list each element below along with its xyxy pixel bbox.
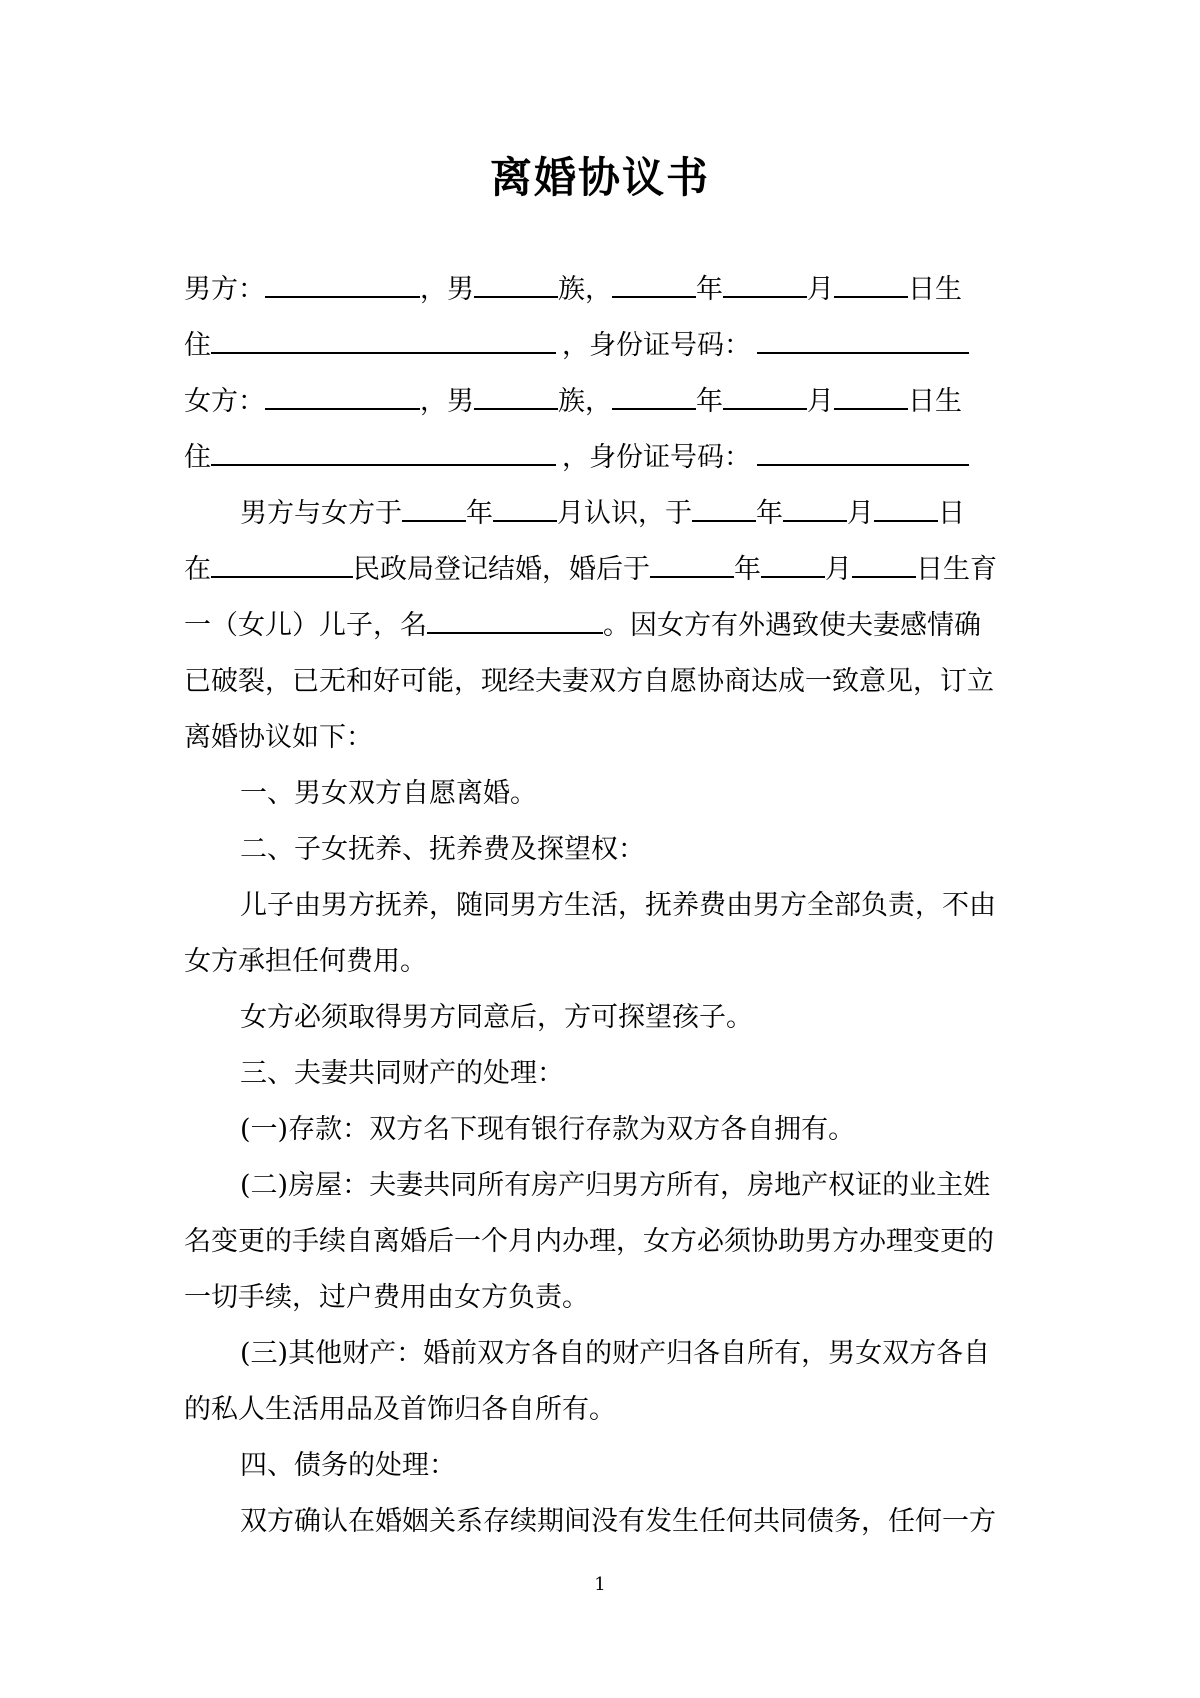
meet-month-blank[interactable] [493, 490, 557, 522]
clause-4-heading: 四、债务的处理： [240, 1450, 456, 1481]
intro-line-1 [240, 486, 965, 542]
clause-3-2-line-2: 名变更的手续自离婚后一个月内办理，女方必须协助男方办理变更的 [184, 1226, 994, 1257]
man-year-text: 年 [696, 274, 723, 305]
clause-2-text-1: 儿子由男方抚养，随同男方生活，抚养费由男方全部负责，不由 [240, 890, 996, 921]
woman-address-label: 住 [184, 442, 211, 473]
intro-line-4: 已破裂，已无和好可能，现经夫妻双方自愿协商达成一致意见，订立 [184, 666, 994, 697]
intro-text: 月认识，于 [557, 498, 692, 529]
clause-2-text-3: 女方必须取得男方同意后，方可探望孩子。 [240, 1002, 753, 1033]
birth-day-blank[interactable] [852, 546, 916, 578]
woman-address-blank[interactable] [211, 434, 556, 466]
man-day-text: 日生 [908, 274, 962, 305]
man-address-label: 住 [184, 330, 211, 361]
woman-gender-text: ，男 [420, 386, 474, 417]
clause-3-3-line-1: (三)其他财产：婚前双方各自的财产归各自所有，男女双方各自 [240, 1338, 991, 1369]
woman-id-label: ，身份证号码： [562, 442, 751, 473]
intro-text: 月 [825, 554, 852, 585]
intro-text: 。因女方有外遇致使夫妻感情确 [603, 610, 981, 641]
clause-3-3-line-2: 的私人生活用品及首饰归各自所有。 [184, 1394, 616, 1425]
man-ethnicity-text: 族， [558, 274, 612, 305]
intro-line-2 [184, 542, 997, 598]
clause-4-text-1: 双方确认在婚姻关系存续期间没有发生任何共同债务，任何一方 [240, 1506, 996, 1537]
clause-2-text-2: 女方承担任何费用。 [184, 946, 427, 977]
clause-3-2-line-3: 一切手续，过户费用由女方负责。 [184, 1282, 589, 1313]
woman-name-blank[interactable] [265, 378, 420, 410]
intro-line-5: 离婚协议如下： [184, 722, 373, 753]
man-label: 男方： [184, 274, 265, 305]
man-ethnicity-blank[interactable] [474, 266, 558, 298]
marry-month-blank[interactable] [783, 490, 847, 522]
page-number: 1 [594, 1574, 606, 1595]
man-id-blank[interactable] [757, 322, 969, 354]
clause-1: 一、男女双方自愿离婚。 [240, 778, 537, 809]
intro-text: 一（女儿）儿子，名 [184, 610, 427, 641]
intro-text: 男方与女方于 [240, 498, 402, 529]
man-name-blank[interactable] [265, 266, 420, 298]
intro-text: 在 [184, 554, 211, 585]
intro-text: 年 [756, 498, 783, 529]
intro-text: 民政局登记结婚，婚后于 [353, 554, 650, 585]
woman-info-line [184, 374, 962, 430]
woman-year-text: 年 [696, 386, 723, 417]
woman-birth-day-blank[interactable] [834, 378, 908, 410]
woman-address-line [184, 430, 969, 486]
woman-birth-year-blank[interactable] [612, 378, 696, 410]
intro-text: 日生育 [916, 554, 997, 585]
woman-ethnicity-blank[interactable] [474, 378, 558, 410]
clause-2-heading: 二、子女抚养、抚养费及探望权： [240, 834, 645, 865]
marry-day-blank[interactable] [874, 490, 938, 522]
woman-day-text: 日生 [908, 386, 962, 417]
man-id-label: ，身份证号码： [562, 330, 751, 361]
man-birth-month-blank[interactable] [723, 266, 807, 298]
clause-3-2-line-1: (二)房屋：夫妻共同所有房产归男方所有，房地产权证的业主姓 [240, 1170, 991, 1201]
registry-office-blank[interactable] [211, 546, 353, 578]
man-info-line [184, 262, 962, 318]
birth-month-blank[interactable] [761, 546, 825, 578]
intro-text: 日 [938, 498, 965, 529]
marry-year-blank[interactable] [692, 490, 756, 522]
woman-id-blank[interactable] [757, 434, 969, 466]
woman-ethnicity-text: 族， [558, 386, 612, 417]
intro-text: 月 [847, 498, 874, 529]
man-gender-text: ，男 [420, 274, 474, 305]
intro-line-3 [184, 598, 981, 654]
woman-month-text: 月 [807, 386, 834, 417]
document-title: 离婚协议书 [489, 153, 710, 202]
woman-birth-month-blank[interactable] [723, 378, 807, 410]
woman-label: 女方： [184, 386, 265, 417]
meet-year-blank[interactable] [402, 490, 466, 522]
child-name-blank[interactable] [427, 602, 603, 634]
clause-3-heading: 三、夫妻共同财产的处理： [240, 1058, 564, 1089]
man-address-line [184, 318, 969, 374]
man-month-text: 月 [807, 274, 834, 305]
man-address-blank[interactable] [211, 322, 556, 354]
clause-3-1: (一)存款：双方名下现有银行存款为双方各自拥有。 [240, 1114, 856, 1145]
intro-text: 年 [466, 498, 493, 529]
man-birth-year-blank[interactable] [612, 266, 696, 298]
birth-year-blank[interactable] [650, 546, 734, 578]
intro-text: 年 [734, 554, 761, 585]
man-birth-day-blank[interactable] [834, 266, 908, 298]
